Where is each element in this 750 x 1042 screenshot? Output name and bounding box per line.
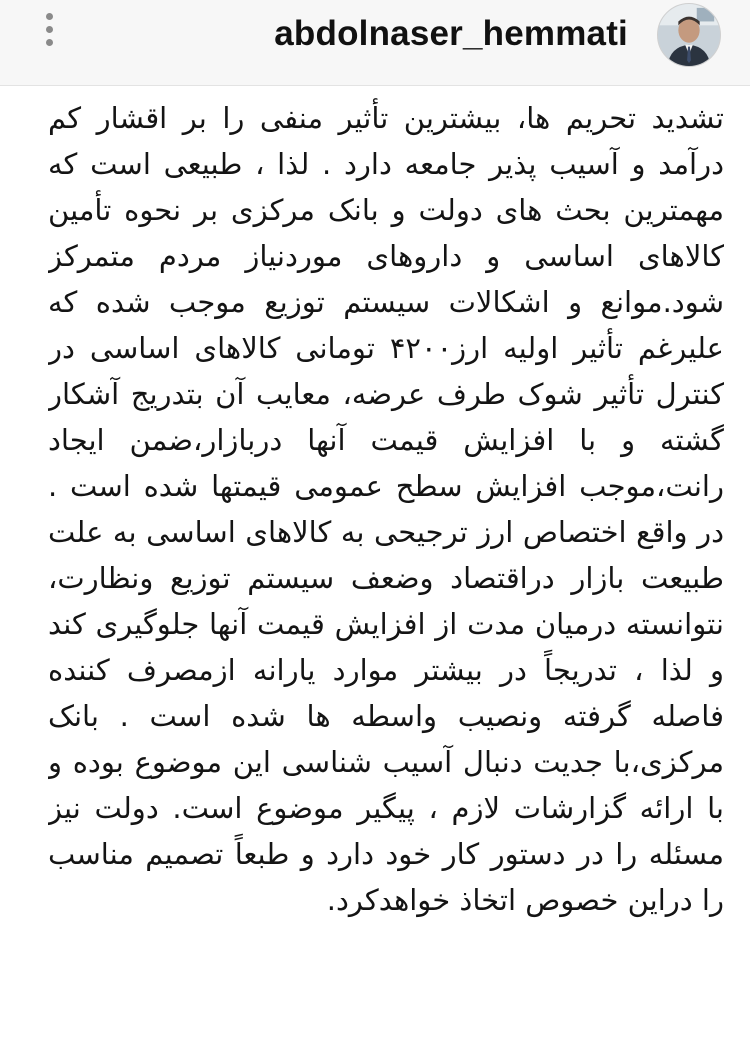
post-caption: تشدید تحریم ها، بیشترین تأثیر منفی را بر اقشار کم درآمد و آسیب پذیر جامعه دارد . لذا ، طبیعی است که مهمترین بحث های دولت و بانک مرکزی بر نحوه تأمین کالاهای اساسی و داروهای موردنیاز مردم متمرکز شود.موانع و اشکالات سیستم توزیع موجب شده که علیرغم تأثیر اولیه ارز۴۲۰۰ تومانی کالاهای اساسی در کنترل تأثیر شوک طرف عرضه، معایب آن بتدریج آشکار گشته و با افزایش قیمت آنها دربازار،ضمن ایجاد رانت،موجب افزایش سطح عمومی قیمتها شده است . در واقع اختصاص ارز ترجیحی به کالاهای اساسی به علت طبیعت بازار دراقتصاد وضعف سیستم توزیع ونظارت، نتوانسته درمیان مدت از افزایش قیمت آنها جلوگیری کند و لذا ، تدریجاً در بیشتر موارد یارانه ازمصرف کننده فاصله گرفته ونصیب واسطه ها شده است . بانک مرکزی،با جدیت دنبال آسیب شناسی این موضوع بوده و با ارائه گزارشات لازم ، پیگیر موضوع است. دولت نیز مسئله را در دستور کار خود دارد و طبعاً تصمیم مناسب را دراین خصوص اتخاذ خواهدکرد. (48, 101, 724, 917)
more-options-icon[interactable] (44, 13, 54, 51)
avatar-image (658, 4, 720, 66)
menu-dot (46, 39, 53, 46)
profile-avatar[interactable] (657, 3, 721, 67)
menu-dot (46, 13, 53, 20)
menu-dot (46, 26, 53, 33)
profile-username[interactable]: abdolnaser_hemmati (274, 14, 628, 53)
post-header (0, 0, 750, 86)
